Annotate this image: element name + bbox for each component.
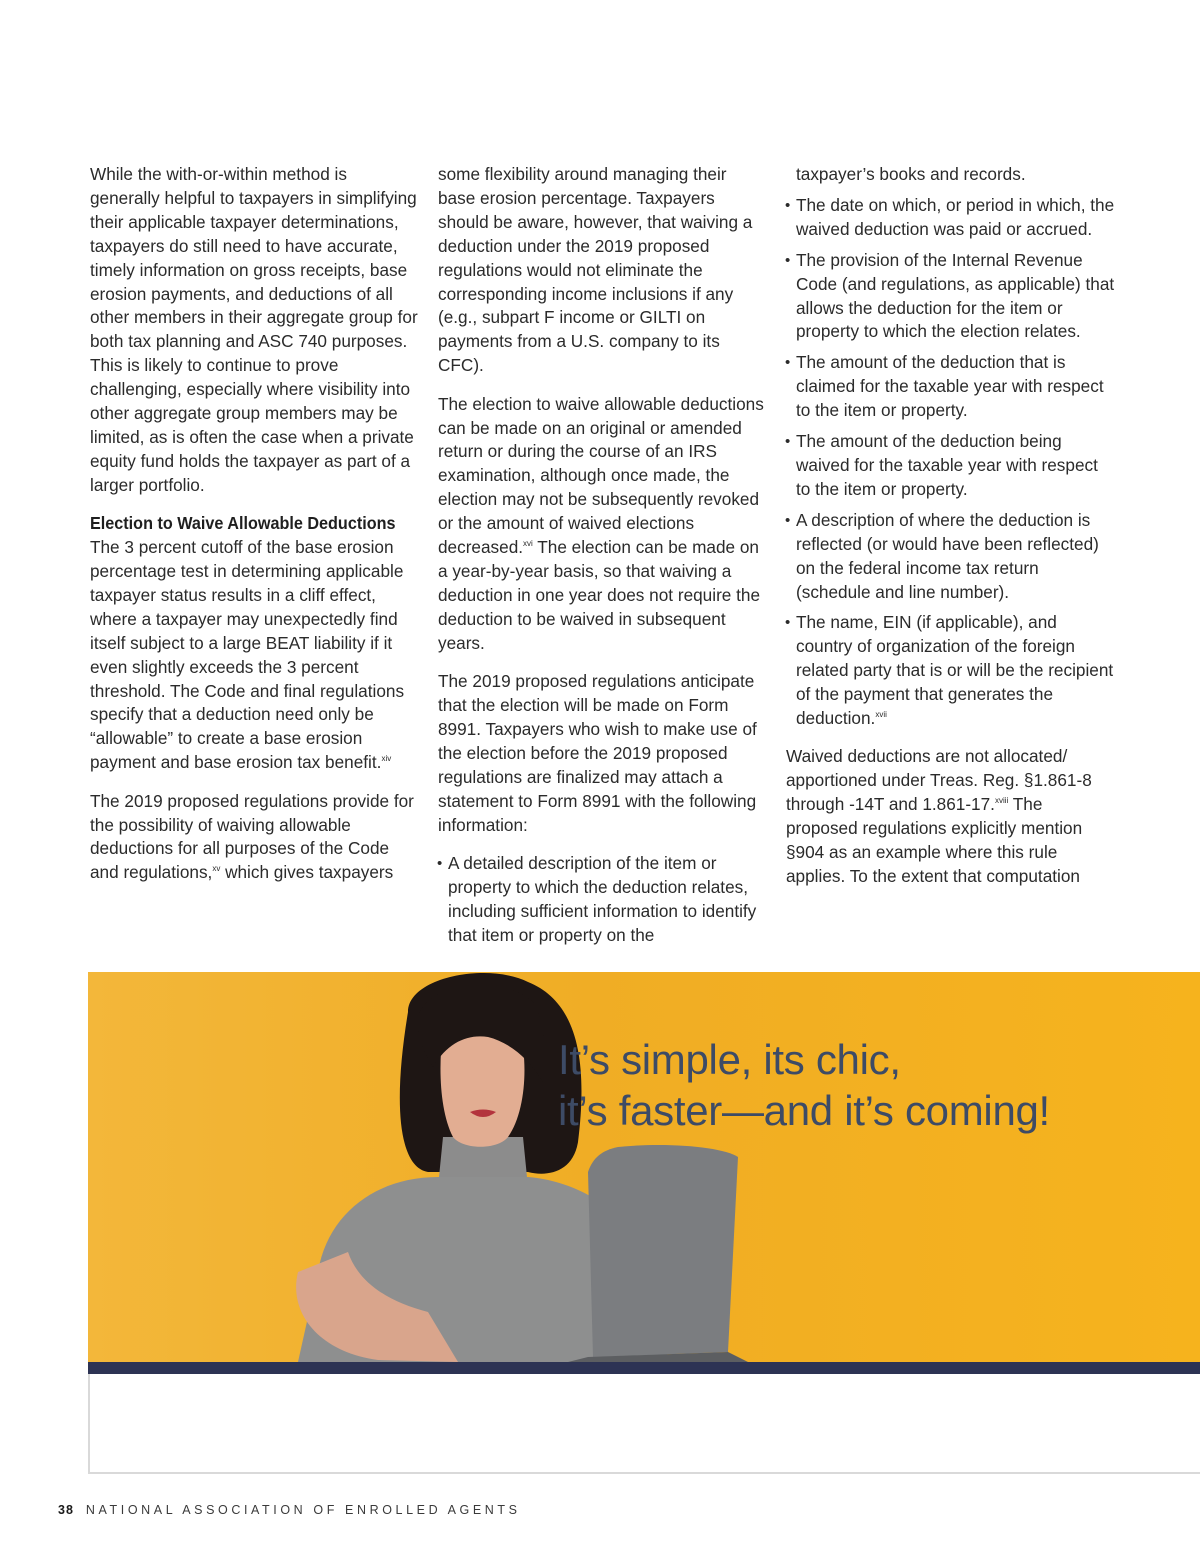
list-item: • A description of where the deduction is reflected (or would have been reflected) on the federal income tax return (schedule and line number).: [786, 509, 1116, 605]
paragraph: [90, 790, 420, 886]
paragraph-text: The 2019 proposed regulations provide for the possibility of waiving allowable deductions for all purposes of the Code and regulations,: [90, 790, 414, 883]
paragraph-text: The election can be made on a year-by-year basis, so that waiving a deduction in one year does not require the deduction to be waived in subsequent years.: [438, 537, 761, 653]
paragraph: [90, 536, 420, 775]
footnote-ref: xviii: [994, 796, 1009, 806]
paragraph-text: which gives taxpayers: [220, 862, 394, 883]
paragraph-text: The 3 percent cutoff of the base erosion percentage test in determining applicable taxpayer status results in a cliff effect, where a taxpayer may unexpectedly find itself subject to a large BEAT liability if it even slightly exceeds the 3 percent threshold. The Code and final regulations specify that a deduction need only be “allowable” to create a base erosion payment and base erosion tax benefit.: [90, 537, 405, 773]
text-column-1: [90, 163, 420, 900]
ad-headline-line: it’s faster—and it’s coming!: [558, 1087, 1050, 1134]
paragraph-text: Waived deductions are not allocated/ apportioned under Treas. Reg. §1.861-8 through -14T and 1.861-17.: [786, 746, 1092, 815]
list-item-continuation: taxpayer’s books and records.: [796, 164, 1026, 184]
bullet-list: [786, 194, 1116, 731]
list-item: • The date on which, or period in which, the waived deduction was paid or accrued.: [786, 194, 1116, 242]
paragraph: While the with-or-within method is generally helpful to taxpayers in simplifying their applicable taxpayer determinations, taxpayers do still need to have accurate, timely information on gross receipts, base erosion payments, and deductions of all other members in their aggregate group for both tax planning and ASC 740 purposes. This is likely to continue to prove challenging, especially where visibility into other aggregate group members may be limited, as is often the case when a private equity fund holds the taxpayer as part of a larger portfolio.: [90, 164, 418, 495]
ad-headline: [558, 1034, 1050, 1136]
text-column-3: [786, 163, 1116, 903]
paragraph-text: The proposed regulations explicitly mention §904 as an example where this rule applies. To the extent that computation: [786, 794, 1083, 886]
publication-name: NATIONAL ASSOCIATION OF ENROLLED AGENTS: [85, 1503, 521, 1517]
paragraph: [438, 393, 768, 656]
list-item-text: The name, EIN (if applicable), and country of organization of the foreign related party that is or will be the recipient of the payment that generates the deduction.: [796, 612, 1114, 729]
footnote-ref: xvii: [875, 710, 887, 720]
paragraph: [786, 745, 1116, 888]
paragraph-text: The election to waive allowable deductions can be made on an original or amended return or during the course of an IRS examination, although once made, the election may not be subsequently revoked or the amount of waived elections decreased.: [438, 393, 764, 558]
paragraph: some flexibility around managing their base erosion percentage. Taxpayers should be aware, however, that waiving a deduction under the 2019 proposed regulations would not eliminate the corresponding income inclusions if any (e.g., subpart F income or GILTI on payments from a U.S. company to its CFC).: [438, 164, 753, 376]
list-item: • The amount of the deduction being waived for the taxable year with respect to the item or property.: [786, 430, 1116, 502]
woman-with-laptop-illustration: [258, 972, 818, 1362]
advertisement-banner: [88, 972, 1200, 1362]
page-number: 38: [58, 1503, 74, 1517]
footnote-ref: xvi: [523, 539, 533, 549]
section-heading: Election to Waive Allowable Deductions: [90, 513, 396, 534]
list-item: • A detailed description of the item or property to which the deduction relates, including sufficient information to identify that item or property on the: [438, 852, 768, 948]
footnote-ref: xv: [212, 864, 221, 874]
list-item: • The amount of the deduction that is claimed for the taxable year with respect to the item or property.: [786, 351, 1116, 423]
footnote-ref: xiv: [381, 754, 392, 764]
list-item: • The provision of the Internal Revenue Code (and regulations, as applicable) that allows the deduction for the item or property to which the election relates.: [786, 249, 1116, 345]
text-column-2: [438, 163, 768, 962]
paragraph: The 2019 proposed regulations anticipate that the election will be made on Form 8991. Taxpayers who wish to make use of the election before the 2019 proposed regulations are finalized may attach a statement to Form 8991 with the following information:: [438, 671, 757, 835]
bullet-list: [438, 852, 768, 948]
ad-bottom-panel: [88, 1374, 1200, 1474]
list-item: [786, 611, 1116, 731]
ad-headline-line: It’s simple, its chic,: [558, 1036, 901, 1083]
page-footer: [58, 1503, 521, 1517]
ad-divider-bar: [88, 1362, 1200, 1374]
